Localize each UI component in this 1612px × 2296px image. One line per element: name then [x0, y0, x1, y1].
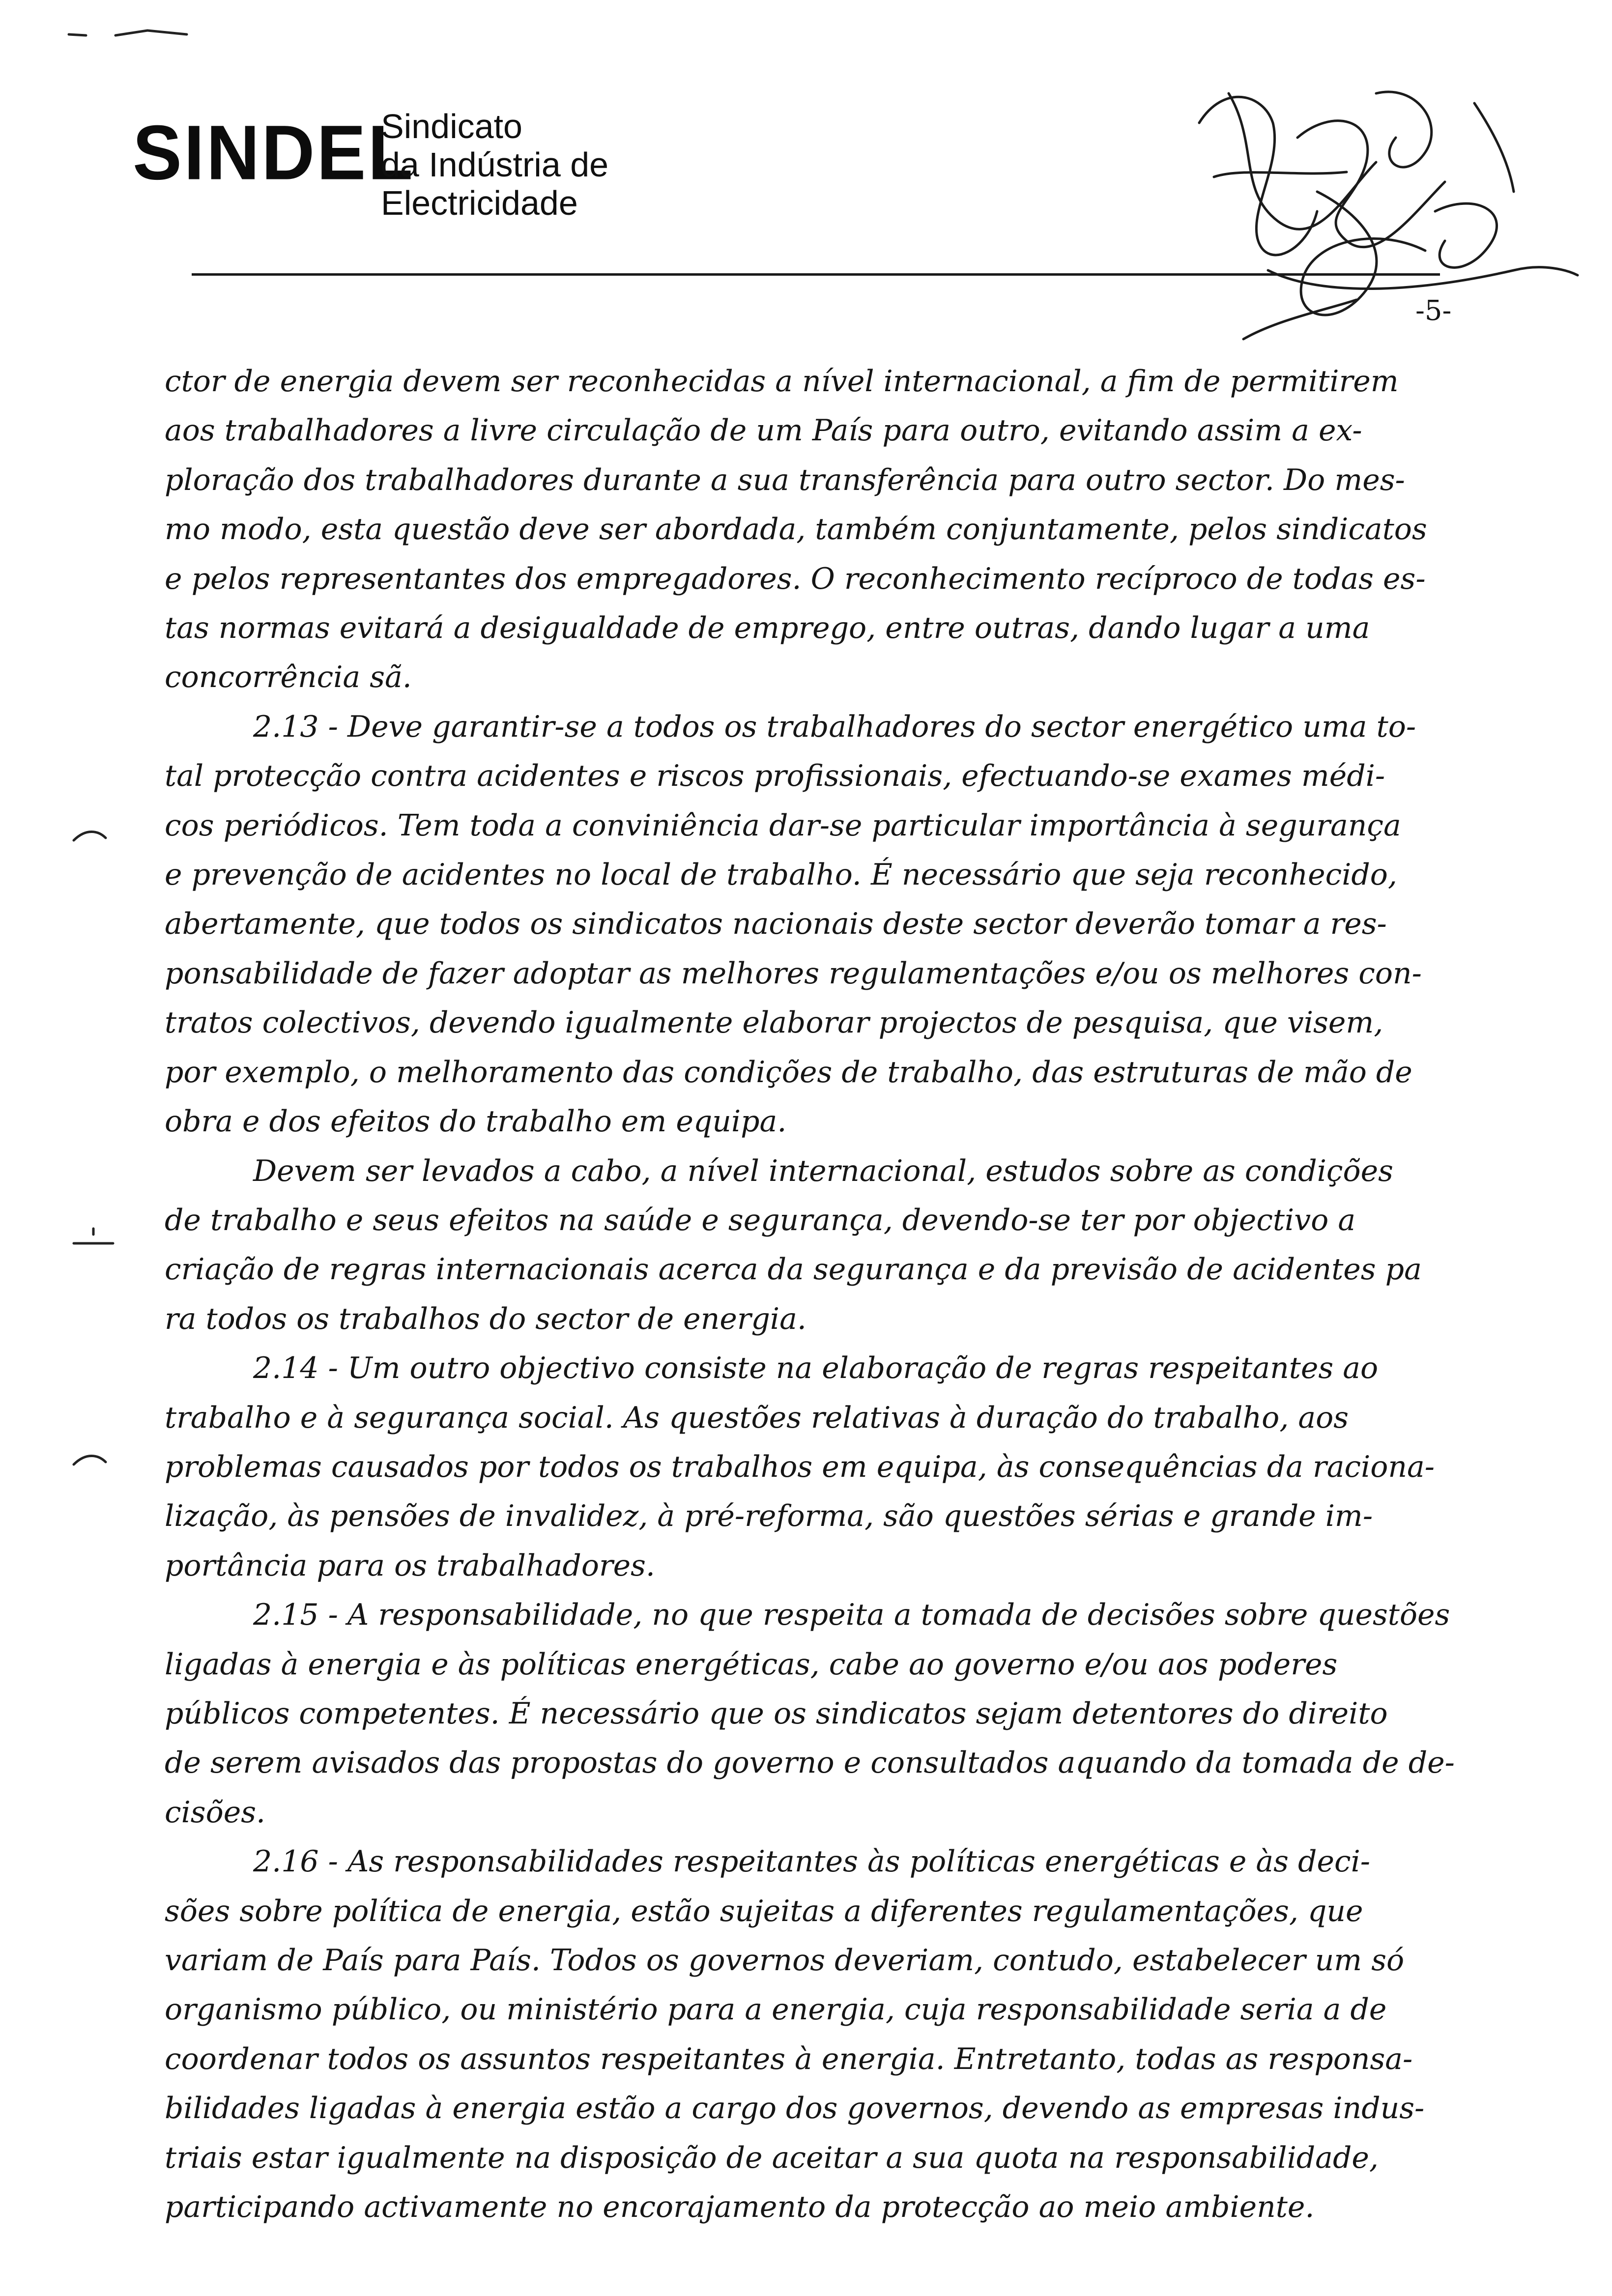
text-line: 2.15 - A responsabilidade, no que respeita a tomada de decisões sobre questões	[253, 1598, 1450, 1633]
text-line: tal protecção contra acidentes e riscos profissionais, efectuando-se exames médi-	[165, 759, 1385, 794]
text-line: por exemplo, o melhoramento das condições de trabalho, das estruturas de mão de	[165, 1055, 1412, 1090]
organization-name-line: Sindicato	[381, 107, 522, 145]
text-line: mo modo, esta questão deve ser abordada, também conjuntamente, pelos sindicatos	[165, 512, 1427, 547]
text-line: variam de País para País. Todos os governos deveriam, contudo, estabelecer um só	[165, 1943, 1405, 1978]
text-line: 2.16 - As responsabilidades respeitantes às políticas energéticas e às deci-	[253, 1844, 1371, 1879]
text-line: tratos colectivos, devendo igualmente elaborar projectos de pesquisa, que visem,	[165, 1005, 1383, 1040]
text-line: e pelos representantes dos empregadores. O reconhecimento recíproco de todas es-	[165, 561, 1426, 596]
text-line: cisões.	[165, 1795, 266, 1830]
text-line: ploração dos trabalhadores durante a sua transferência para outro sector. Do mes-	[165, 462, 1405, 497]
text-line: lização, às pensões de invalidez, à pré-reforma, são questões sérias e grande im-	[165, 1499, 1373, 1534]
organization-name-line: da Indústria de	[381, 145, 609, 184]
text-line: coordenar todos os assuntos respeitantes à energia. Entretanto, todas as responsa-	[165, 2041, 1413, 2076]
handwritten-signature	[1170, 64, 1583, 369]
text-line: bilidades ligadas à energia estão a cargo dos governos, devendo as empresas indus-	[165, 2091, 1425, 2126]
body-text	[165, 357, 1514, 2232]
page-number: -5-	[1415, 295, 1452, 327]
text-line: Devem ser levados a cabo, a nível internacional, estudos sobre as condições	[253, 1153, 1393, 1188]
text-line: concorrência sã.	[165, 660, 412, 695]
text-line: participando activamente no encorajamento da protecção ao meio ambiente.	[165, 2190, 1315, 2225]
text-line: de serem avisados das propostas do governo e consultados aquando da tomada de de-	[165, 1746, 1455, 1780]
text-line: problemas causados por todos os trabalhos em equipa, às consequências da raciona-	[165, 1449, 1435, 1484]
organization-name-line: Electricidade	[381, 184, 578, 222]
text-line: tas normas evitará a desigualdade de emprego, entre outras, dando lugar a uma	[165, 611, 1370, 646]
text-line: aos trabalhadores a livre circulação de um País para outro, evitando assim a ex-	[165, 413, 1362, 448]
text-line: criação de regras internacionais acerca da segurança e da previsão de acidentes pa	[165, 1252, 1422, 1287]
text-line: obra e dos efeitos do trabalho em equipa.	[165, 1104, 787, 1139]
text-line: ctor de energia devem ser reconhecidas a nível internacional, a fim de permitirem	[165, 364, 1399, 399]
text-line: 2.13 - Deve garantir-se a todos os trabalhadores do sector energético uma to-	[253, 709, 1416, 744]
organization-name	[381, 107, 608, 222]
text-line: portância para os trabalhadores.	[165, 1548, 655, 1583]
text-line: cos periódicos. Tem toda a conviniência dar-se particular importância à segurança	[165, 808, 1401, 843]
text-line: sões sobre política de energia, estão sujeitas a diferentes regulamentações, que	[165, 1894, 1363, 1928]
text-line: trabalho e à segurança social. As questões relativas à duração do trabalho, aos	[165, 1400, 1349, 1435]
text-line: ponsabilidade de fazer adoptar as melhores regulamentações e/ou os melhores con-	[165, 956, 1422, 991]
text-line: de trabalho e seus efeitos na saúde e segurança, devendo-se ter por objectivo a	[165, 1203, 1356, 1237]
text-line: triais estar igualmente na disposição de aceitar a sua quota na responsabilidade,	[165, 2140, 1379, 2175]
text-line: ligadas à energia e às políticas energéticas, cabe ao governo e/ou aos poderes	[165, 1647, 1338, 1682]
text-line: 2.14 - Um outro objectivo consiste na elaboração de regras respeitantes ao	[253, 1351, 1379, 1386]
text-line: e prevenção de acidentes no local de trabalho. É necessário que seja reconhecido,	[165, 858, 1397, 892]
sindel-logo: SINDEL	[133, 109, 415, 196]
text-line: ra todos os trabalhos do sector de energia.	[165, 1301, 806, 1336]
text-line: abertamente, que todos os sindicatos nacionais deste sector deverão tomar a res-	[165, 907, 1387, 942]
text-line: públicos competentes. É necessário que os sindicatos sejam detentores do direito	[165, 1696, 1388, 1731]
text-line: organismo público, ou ministério para a energia, cuja responsabilidade seria a de	[165, 1992, 1387, 2027]
